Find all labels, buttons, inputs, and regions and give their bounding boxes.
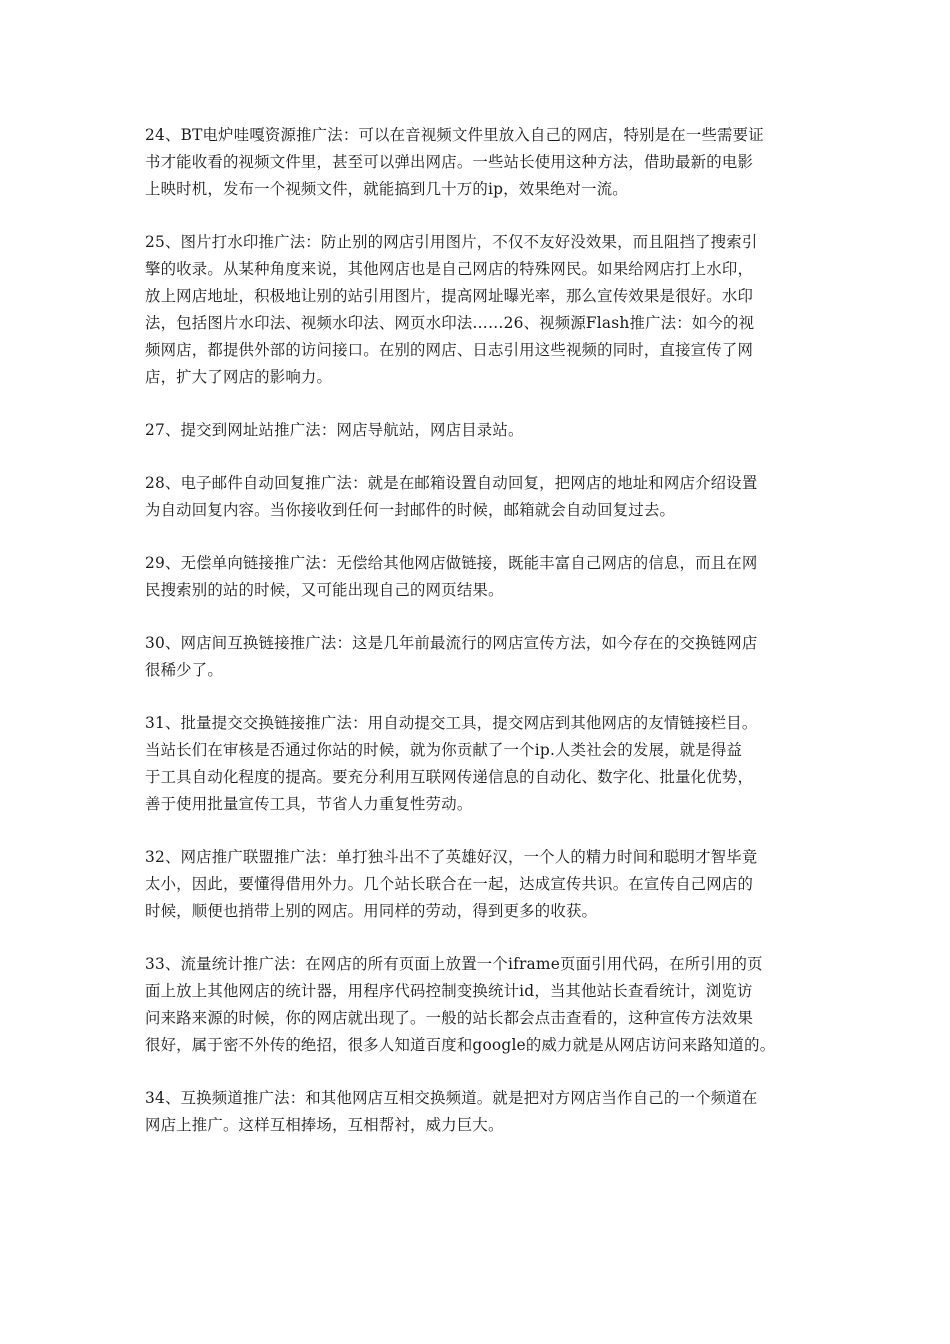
text-line: 很好，属于密不外传的绝招，很多人知道百度和google的威力就是从网店访问来路知道的。 [145, 1036, 776, 1054]
paragraph-24 [145, 122, 820, 203]
text-line: 25、图片打水印推广法：防止别的网店引用图片，不仅不友好没效果，而且阻挡了搜索引 [145, 233, 758, 251]
paragraph-33 [145, 951, 820, 1059]
text-line: 法，包括图片水印法、视频水印法、网页水印法……26、视频源Flash推广法：如今的视 [145, 314, 755, 332]
paragraph-27 [145, 417, 820, 444]
text-line: 为自动回复内容。当你接收到任何一封邮件的时候，邮箱就会自动回复过去。 [145, 501, 676, 519]
text-line: 擎的收录。从某种角度来说，其他网店也是自己网店的特殊网民。如果给网店打上水印， [145, 260, 754, 278]
text-line: 29、无偿单向链接推广法：无偿给其他网店做链接，既能丰富自己网店的信息，而且在网 [145, 554, 758, 572]
text-line: 书才能收看的视频文件里，甚至可以弹出网店。一些站长使用这种方法，借助最新的电影 [145, 153, 754, 171]
text-line: 于工具自动化程度的提高。要充分利用互联网传递信息的自动化、数字化、批量化优势， [145, 768, 754, 786]
text-line: 33、流量统计推广法：在网店的所有页面上放置一个iframe页面引用代码，在所引用的页 [145, 955, 763, 973]
text-line: 32、网店推广联盟推广法：单打独斗出不了英雄好汉，一个人的精力时间和聪明才智毕竟 [145, 848, 758, 866]
text-line: 24、BT电炉哇嘎资源推广法：可以在音视频文件里放入自己的网店，特别是在一些需要证 [145, 126, 764, 144]
text-line: 善于使用批量宣传工具，节省人力重复性劳动。 [145, 795, 473, 813]
text-line: 28、电子邮件自动回复推广法：就是在邮箱设置自动回复，把网店的地址和网店介绍设置 [145, 474, 758, 492]
text-line: 放上网店地址，积极地让别的站引用图片，提高网址曝光率，那么宣传效果是很好。水印 [145, 287, 754, 305]
paragraph-25-26 [145, 229, 820, 391]
text-line: 网店上推广。这样互相捧场，互相帮衬，威力巨大。 [145, 1116, 504, 1134]
paragraph-30 [145, 630, 820, 684]
paragraph-34 [145, 1085, 820, 1139]
paragraph-28 [145, 470, 820, 524]
text-line: 很稀少了。 [145, 661, 223, 679]
text-line: 上映时机，发布一个视频文件，就能搞到几十万的ip，效果绝对一流。 [145, 180, 628, 198]
text-line: 太小，因此，要懂得借用外力。几个站长联合在一起，达成宣传共识。在宣传自己网店的 [145, 875, 754, 893]
paragraph-32 [145, 844, 820, 925]
text-line: 时候，顺便也捎带上别的网店。用同样的劳动，得到更多的收获。 [145, 902, 598, 920]
text-line: 27、提交到网址站推广法：网店导航站，网店目录站。 [145, 421, 524, 439]
text-line: 问来路来源的时候，你的网店就出现了。一般的站长都会点击查看的，这种宣传方法效果 [145, 1009, 754, 1027]
document-body [145, 122, 820, 1165]
text-line: 面上放上其他网店的统计器，用程序代码控制变换统计id，当其他站长查看统计，浏览访 [145, 982, 753, 1000]
text-line: 31、批量提交交换链接推广法：用自动提交工具，提交网店到其他网店的友情链接栏目。 [145, 714, 758, 732]
text-line: 当站长们在审核是否通过你站的时候，就为你贡献了一个ip.人类社会的发展，就是得益 [145, 741, 743, 759]
text-line: 频网店，都提供外部的访问接口。在别的网店、日志引用这些视频的同时，直接宣传了网 [145, 341, 754, 359]
text-line: 34、互换频道推广法：和其他网店互相交换频道。就是把对方网店当作自己的一个频道在 [145, 1089, 758, 1107]
paragraph-31 [145, 710, 820, 818]
text-line: 民搜索别的站的时候，又可能出现自己的网页结果。 [145, 581, 504, 599]
text-line: 30、网店间互换链接推广法：这是几年前最流行的网店宣传方法，如今存在的交换链网店 [145, 634, 758, 652]
paragraph-29 [145, 550, 820, 604]
text-line: 店，扩大了网店的影响力。 [145, 368, 333, 386]
